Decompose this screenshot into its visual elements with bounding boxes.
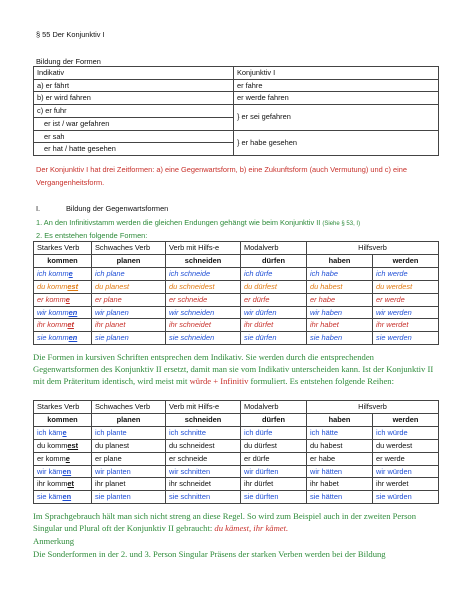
table-subheader-cell: schneiden — [166, 254, 241, 267]
section-heading-bildung: Bildung der Formen — [36, 57, 101, 66]
anmerkung-heading: Anmerkung — [33, 536, 75, 546]
table-cell: wir planten — [92, 465, 166, 478]
last-line: Die Sonderformen in der 2. und 3. Person Singular Präsens der starken Verben werden bei der Bildung — [33, 549, 386, 559]
table-cell: er fahre — [234, 79, 439, 92]
table-cell: sie dürfen — [241, 332, 307, 345]
point-2: 2. Es entstehen folgende Formen: — [36, 231, 148, 240]
table-header-cell: Modalverb — [241, 242, 307, 255]
verb-ending: et — [67, 320, 74, 330]
table-cell: ihr werdet — [373, 319, 439, 332]
table-konjunktiv-i-formen — [33, 241, 439, 345]
green-paragraph-1-end: formuliert. Es entstehen folgende Reihen: — [250, 376, 394, 387]
verb-ending: en — [62, 466, 72, 476]
section-heading-gegenwart: Bildung der Gegenwartsformen — [66, 204, 169, 213]
table-cell: sie dürften — [241, 491, 307, 504]
table-header-cell: Schwaches Verb — [92, 401, 166, 414]
point-1-reference: (Siehe § 53, I) — [322, 221, 361, 227]
table-subheader-cell: kommen — [34, 413, 92, 426]
table-cell: er ist / war gefahren — [34, 117, 234, 130]
green-paragraph-3-example: du kämest, ihr kämet. — [214, 523, 289, 534]
green-paragraph-3-text: Im Sprachgebrauch hält man sich nicht streng an diese Regel. So wird zum Beispiel auch in der zweiten Person Singular und Plural oft der Konjunktiv II gebraucht: — [33, 511, 417, 534]
table-row — [34, 293, 439, 306]
verb-ending: e — [65, 453, 70, 463]
table-header-cell: Hilfsverb — [307, 242, 439, 255]
table-cell: sie haben — [307, 332, 373, 345]
verb-ending: et — [67, 479, 74, 489]
table-cell: wir planen — [92, 306, 166, 319]
table-subheader-cell: planen — [92, 254, 166, 267]
table-cell-merged: } er habe gesehen — [234, 130, 439, 155]
green-paragraph-3 — [33, 510, 443, 534]
table-cell: wir schnitten — [166, 465, 241, 478]
table-cell: er sah — [34, 130, 234, 143]
table-row — [34, 242, 439, 255]
table-header-cell: Indikativ — [34, 67, 234, 80]
table-row — [34, 105, 439, 118]
table-subheader-cell: werden — [373, 413, 439, 426]
table-header-cell: Verb mit Hilfs-e — [166, 242, 241, 255]
note-zeitformen: Der Konjunktiv I hat drei Zeitformen: a) eine Gegenwartsform, b) eine Zukunftsform (auch Vermutung) und c) eine Vergangenheitsform. — [36, 165, 407, 187]
table-row — [34, 280, 439, 293]
table-cell: wir haben — [307, 306, 373, 319]
table-subheader-cell: werden — [373, 254, 439, 267]
table-cell-starkes-verb — [34, 280, 92, 293]
table-subheader-cell: planen — [92, 413, 166, 426]
table-row — [34, 130, 439, 143]
table-cell-starkes-verb — [34, 478, 92, 491]
table-cell: er schneide — [166, 293, 241, 306]
table-cell: du werdest — [373, 439, 439, 452]
table-cell: wir würden — [373, 465, 439, 478]
table-cell: er dürfe — [241, 452, 307, 465]
table-row — [34, 92, 439, 105]
table-cell: ihr dürfet — [241, 319, 307, 332]
table-cell-merged: } er sei gefahren — [234, 105, 439, 130]
table-cell: du planest — [92, 280, 166, 293]
table-cell-starkes-verb — [34, 426, 92, 439]
table-subheader-cell: haben — [307, 413, 373, 426]
table-cell: ich habe — [307, 267, 373, 280]
table-cell: er werde — [373, 452, 439, 465]
verb-stem: ich komm — [37, 268, 69, 278]
table-cell: er werde fahren — [234, 92, 439, 105]
table-body-2 — [34, 267, 439, 344]
table-cell: c) er fuhr — [34, 105, 234, 118]
table-cell-starkes-verb — [34, 332, 92, 345]
table-cell-starkes-verb — [34, 267, 92, 280]
table-cell: sie planten — [92, 491, 166, 504]
table-cell: du planest — [92, 439, 166, 452]
table-row — [34, 267, 439, 280]
table-cell-starkes-verb — [34, 452, 92, 465]
table-cell: er habe — [307, 293, 373, 306]
table-cell-starkes-verb — [34, 306, 92, 319]
table-body-3 — [34, 426, 439, 503]
table-cell: sie schneiden — [166, 332, 241, 345]
green-paragraph-1-text: Die Formen in kursiven Schriften entsprechen dem Indikativ. Sie werden durch die entsprechenden Gegenwartsformen des Konjunktiv II ersetzt, damit man sie vom Indikativ unterscheiden kann. Ist der Konjunktiv II mit dem Präteritum identisch, wird meist mit — [33, 352, 434, 387]
verb-ending: e — [62, 427, 67, 437]
table-row — [34, 439, 439, 452]
table-cell: b) er wird fahren — [34, 92, 234, 105]
table-cell-starkes-verb — [34, 491, 92, 504]
table-cell: ich dürfe — [241, 267, 307, 280]
table-cell: wir dürften — [241, 465, 307, 478]
table-subheader-cell: dürfen — [241, 254, 307, 267]
table-header-cell: Hilfsverb — [307, 401, 439, 414]
table-cell: wir hätten — [307, 465, 373, 478]
verb-ending: en — [62, 492, 72, 502]
table-cell-starkes-verb — [34, 319, 92, 332]
table-row — [34, 332, 439, 345]
table-cell: er hat / hatte gesehen — [34, 143, 234, 156]
verb-stem: ihr komm — [37, 320, 68, 330]
table-cell: er plane — [92, 452, 166, 465]
table-cell: du habest — [307, 439, 373, 452]
table-cell: ihr planet — [92, 319, 166, 332]
table-cell: du dürfest — [241, 280, 307, 293]
table-cell: du schneidest — [166, 280, 241, 293]
verb-stem: er komm — [37, 294, 66, 304]
table-cell: wir dürfen — [241, 306, 307, 319]
table-cell: ich plante — [92, 426, 166, 439]
table-header-cell: Starkes Verb — [34, 401, 92, 414]
table-row — [34, 426, 439, 439]
verb-stem: wir komm — [37, 307, 69, 317]
section-number: I. — [36, 204, 41, 213]
table-cell: ich schnitte — [166, 426, 241, 439]
table-cell: ich hätte — [307, 426, 373, 439]
verb-stem: du komm — [37, 440, 68, 450]
table-cell: er dürfe — [241, 293, 307, 306]
table-cell: ich würde — [373, 426, 439, 439]
table-cell-starkes-verb — [34, 293, 92, 306]
table-cell: ich dürfe — [241, 426, 307, 439]
page-title: § 55 Der Konjunktiv I — [36, 30, 105, 39]
table-subheader-cell: dürfen — [241, 413, 307, 426]
table-cell: sie schnitten — [166, 491, 241, 504]
table-cell: du schneidest — [166, 439, 241, 452]
table-row — [34, 465, 439, 478]
table-cell: ihr schneidet — [166, 319, 241, 332]
table-cell: ich plane — [92, 267, 166, 280]
verb-stem: ich käm — [37, 427, 63, 437]
table-cell: ich werde — [373, 267, 439, 280]
table-subheader-cell: schneiden — [166, 413, 241, 426]
green-paragraph-1 — [33, 351, 441, 388]
verb-stem: er komm — [37, 453, 66, 463]
verb-ending: e — [65, 294, 70, 304]
table-header-cell: Schwaches Verb — [92, 242, 166, 255]
table-cell: wir werden — [373, 306, 439, 319]
table-cell: ihr schneidet — [166, 478, 241, 491]
verb-stem: sie komm — [37, 333, 69, 343]
verb-ending: en — [68, 307, 78, 317]
table-row — [34, 79, 439, 92]
verb-ending: est — [67, 440, 79, 450]
table-cell: ich schneide — [166, 267, 241, 280]
verb-ending: est — [67, 281, 79, 291]
table-cell: sie hätten — [307, 491, 373, 504]
table-cell: er schneide — [166, 452, 241, 465]
table-cell: sie würden — [373, 491, 439, 504]
table-cell: wir schneiden — [166, 306, 241, 319]
table-row — [34, 413, 439, 426]
table-row — [34, 491, 439, 504]
table-subheader-cell: kommen — [34, 254, 92, 267]
table-cell: du werdest — [373, 280, 439, 293]
table-row — [34, 254, 439, 267]
table-cell: er werde — [373, 293, 439, 306]
verb-stem: sie käm — [37, 492, 63, 502]
table-cell: sie werden — [373, 332, 439, 345]
table-row — [34, 452, 439, 465]
table-row — [34, 319, 439, 332]
table-konjunktiv-ersatz — [33, 400, 439, 504]
table-header-cell: Modalverb — [241, 401, 307, 414]
verb-stem: wir käm — [37, 466, 63, 476]
table-cell: ihr habet — [307, 478, 373, 491]
table-cell-starkes-verb — [34, 465, 92, 478]
table-cell: a) er fährt — [34, 79, 234, 92]
table-row — [34, 67, 439, 80]
table-cell: er habe — [307, 452, 373, 465]
verb-ending: e — [68, 268, 73, 278]
verb-stem: ihr komm — [37, 479, 68, 489]
table-cell: ihr werdet — [373, 478, 439, 491]
table-header-cell: Starkes Verb — [34, 242, 92, 255]
table-subheader-cell: haben — [307, 254, 373, 267]
table-row — [34, 401, 439, 414]
table-header-cell: Verb mit Hilfs-e — [166, 401, 241, 414]
table-cell: sie planen — [92, 332, 166, 345]
table-header-cell: Konjunktiv I — [234, 67, 439, 80]
point-1-text: 1. An den Infinitivstamm werden die gleichen Endungen gehängt wie beim Konjunktiv II — [36, 218, 321, 227]
table-cell: du dürfest — [241, 439, 307, 452]
table-cell: du habest — [307, 280, 373, 293]
table-row — [34, 478, 439, 491]
point-1 — [36, 218, 360, 227]
table-cell: er plane — [92, 293, 166, 306]
table-cell: ihr habet — [307, 319, 373, 332]
table-cell: ihr planet — [92, 478, 166, 491]
wuerde-infinitiv: würde + Infinitiv — [189, 376, 249, 387]
verb-ending: en — [68, 333, 78, 343]
verb-stem: du komm — [37, 281, 68, 291]
table-cell-starkes-verb — [34, 439, 92, 452]
table-row — [34, 306, 439, 319]
table-cell: ihr dürfet — [241, 478, 307, 491]
table-indikativ-konjunktiv — [33, 66, 439, 156]
